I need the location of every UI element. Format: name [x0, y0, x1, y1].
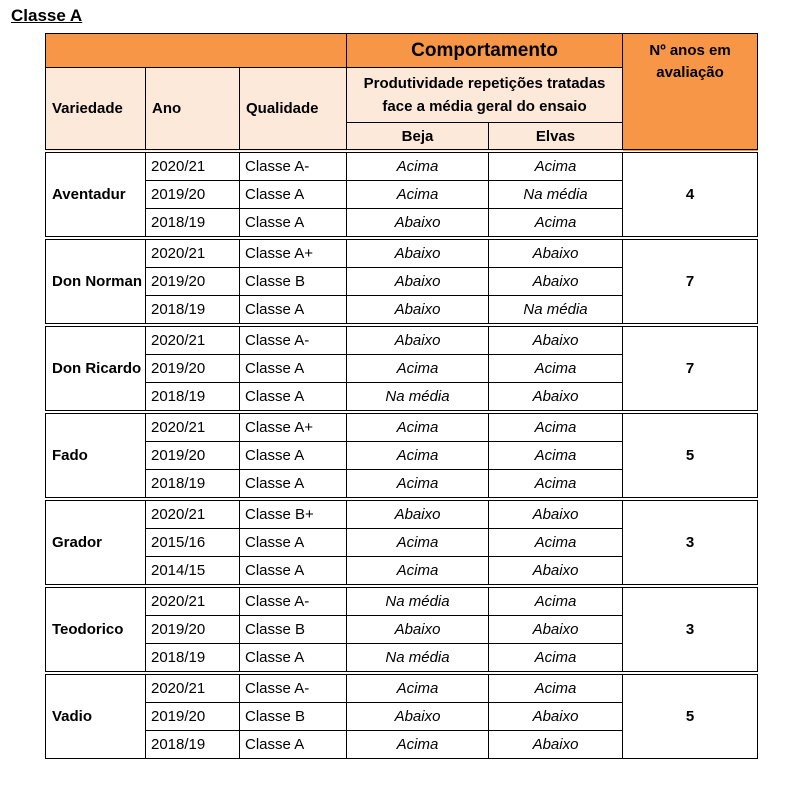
ano-cell: 2018/19 — [146, 209, 240, 239]
ano-cell: 2020/21 — [146, 673, 240, 703]
elvas-cell: Acima — [489, 442, 623, 470]
table-row — [46, 238, 758, 268]
beja-cell: Acima — [347, 181, 489, 209]
variedade-cell: Don Norman — [46, 238, 146, 325]
elvas-cell: Abaixo — [489, 325, 623, 355]
qualidade-cell: Classe A- — [240, 673, 347, 703]
anos-cell: 3 — [623, 586, 758, 673]
qualidade-cell: Classe A — [240, 296, 347, 326]
elvas-cell: Acima — [489, 209, 623, 239]
elvas-cell: Abaixo — [489, 731, 623, 759]
beja-cell: Na média — [347, 586, 489, 616]
elvas-cell: Abaixo — [489, 557, 623, 587]
header-produtividade: Produtividade repetições tratadas face a média geral do ensaio — [347, 68, 623, 123]
qualidade-cell: Classe A- — [240, 325, 347, 355]
beja-cell: Acima — [347, 529, 489, 557]
beja-cell: Acima — [347, 412, 489, 442]
qualidade-cell: Classe A — [240, 355, 347, 383]
ano-cell: 2020/21 — [146, 238, 240, 268]
elvas-cell: Abaixo — [489, 238, 623, 268]
ano-cell: 2020/21 — [146, 325, 240, 355]
beja-cell: Na média — [347, 383, 489, 413]
elvas-cell: Acima — [489, 529, 623, 557]
qualidade-cell: Classe A — [240, 181, 347, 209]
ano-cell: 2020/21 — [146, 499, 240, 529]
ano-cell: 2018/19 — [146, 731, 240, 759]
varieties-table — [45, 33, 758, 759]
qualidade-cell: Classe A — [240, 557, 347, 587]
anos-cell: 3 — [623, 499, 758, 586]
variedade-cell: Vadio — [46, 673, 146, 759]
beja-cell: Acima — [347, 355, 489, 383]
ano-cell: 2020/21 — [146, 412, 240, 442]
variedade-cell: Aventadur — [46, 151, 146, 238]
ano-cell: 2014/15 — [146, 557, 240, 587]
variedade-cell: Teodorico — [46, 586, 146, 673]
beja-cell: Abaixo — [347, 325, 489, 355]
anos-cell: 5 — [623, 673, 758, 759]
table-row — [46, 499, 758, 529]
header-ano: Ano — [146, 68, 240, 152]
ano-cell: 2019/20 — [146, 703, 240, 731]
beja-cell: Acima — [347, 151, 489, 181]
qualidade-cell: Classe A — [240, 644, 347, 674]
header-blank-cell — [46, 34, 347, 68]
beja-cell: Na média — [347, 644, 489, 674]
ano-cell: 2018/19 — [146, 296, 240, 326]
ano-cell: 2019/20 — [146, 268, 240, 296]
beja-cell: Abaixo — [347, 616, 489, 644]
header-beja: Beja — [347, 123, 489, 152]
table-row — [46, 151, 758, 181]
beja-cell: Abaixo — [347, 238, 489, 268]
header-comportamento: Comportamento — [347, 34, 623, 68]
elvas-cell: Acima — [489, 412, 623, 442]
ano-cell: 2020/21 — [146, 151, 240, 181]
qualidade-cell: Classe B+ — [240, 499, 347, 529]
header-anos-avaliacao: Nº anos em avaliação — [623, 34, 758, 152]
elvas-cell: Acima — [489, 470, 623, 500]
anos-cell: 7 — [623, 325, 758, 412]
qualidade-cell: Classe B — [240, 616, 347, 644]
beja-cell: Acima — [347, 442, 489, 470]
ano-cell: 2018/19 — [146, 383, 240, 413]
ano-cell: 2019/20 — [146, 442, 240, 470]
anos-cell: 7 — [623, 238, 758, 325]
variedade-cell: Don Ricardo — [46, 325, 146, 412]
ano-cell: 2020/21 — [146, 586, 240, 616]
beja-cell: Acima — [347, 673, 489, 703]
qualidade-cell: Classe A — [240, 470, 347, 500]
elvas-cell: Acima — [489, 151, 623, 181]
ano-cell: 2015/16 — [146, 529, 240, 557]
qualidade-cell: Classe B — [240, 703, 347, 731]
header-elvas: Elvas — [489, 123, 623, 152]
ano-cell: 2019/20 — [146, 355, 240, 383]
qualidade-cell: Classe B — [240, 268, 347, 296]
qualidade-cell: Classe A+ — [240, 412, 347, 442]
beja-cell: Abaixo — [347, 209, 489, 239]
ano-cell: 2018/19 — [146, 644, 240, 674]
qualidade-cell: Classe A — [240, 731, 347, 759]
beja-cell: Abaixo — [347, 499, 489, 529]
qualidade-cell: Classe A — [240, 529, 347, 557]
table-row — [46, 586, 758, 616]
elvas-cell: Abaixo — [489, 499, 623, 529]
elvas-cell: Abaixo — [489, 383, 623, 413]
variedade-cell: Fado — [46, 412, 146, 499]
qualidade-cell: Classe A+ — [240, 238, 347, 268]
beja-cell: Abaixo — [347, 296, 489, 326]
elvas-cell: Acima — [489, 644, 623, 674]
ano-cell: 2018/19 — [146, 470, 240, 500]
elvas-cell: Abaixo — [489, 268, 623, 296]
header-variedade: Variedade — [46, 68, 146, 152]
qualidade-cell: Classe A — [240, 383, 347, 413]
ano-cell: 2019/20 — [146, 616, 240, 644]
page-title: Classe A — [11, 6, 83, 25]
beja-cell: Acima — [347, 557, 489, 587]
table-row — [46, 325, 758, 355]
qualidade-cell: Classe A — [240, 442, 347, 470]
table-row — [46, 673, 758, 703]
qualidade-cell: Classe A — [240, 209, 347, 239]
elvas-cell: Acima — [489, 586, 623, 616]
header-qualidade: Qualidade — [240, 68, 347, 152]
elvas-cell: Abaixo — [489, 616, 623, 644]
table-row — [46, 412, 758, 442]
qualidade-cell: Classe A- — [240, 586, 347, 616]
ano-cell: 2019/20 — [146, 181, 240, 209]
beja-cell: Acima — [347, 470, 489, 500]
anos-cell: 5 — [623, 412, 758, 499]
beja-cell: Acima — [347, 731, 489, 759]
elvas-cell: Acima — [489, 673, 623, 703]
table-body — [46, 151, 758, 759]
beja-cell: Abaixo — [347, 703, 489, 731]
elvas-cell: Na média — [489, 181, 623, 209]
elvas-cell: Acima — [489, 355, 623, 383]
elvas-cell: Na média — [489, 296, 623, 326]
anos-cell: 4 — [623, 151, 758, 238]
qualidade-cell: Classe A- — [240, 151, 347, 181]
beja-cell: Abaixo — [347, 268, 489, 296]
elvas-cell: Abaixo — [489, 703, 623, 731]
variedade-cell: Grador — [46, 499, 146, 586]
